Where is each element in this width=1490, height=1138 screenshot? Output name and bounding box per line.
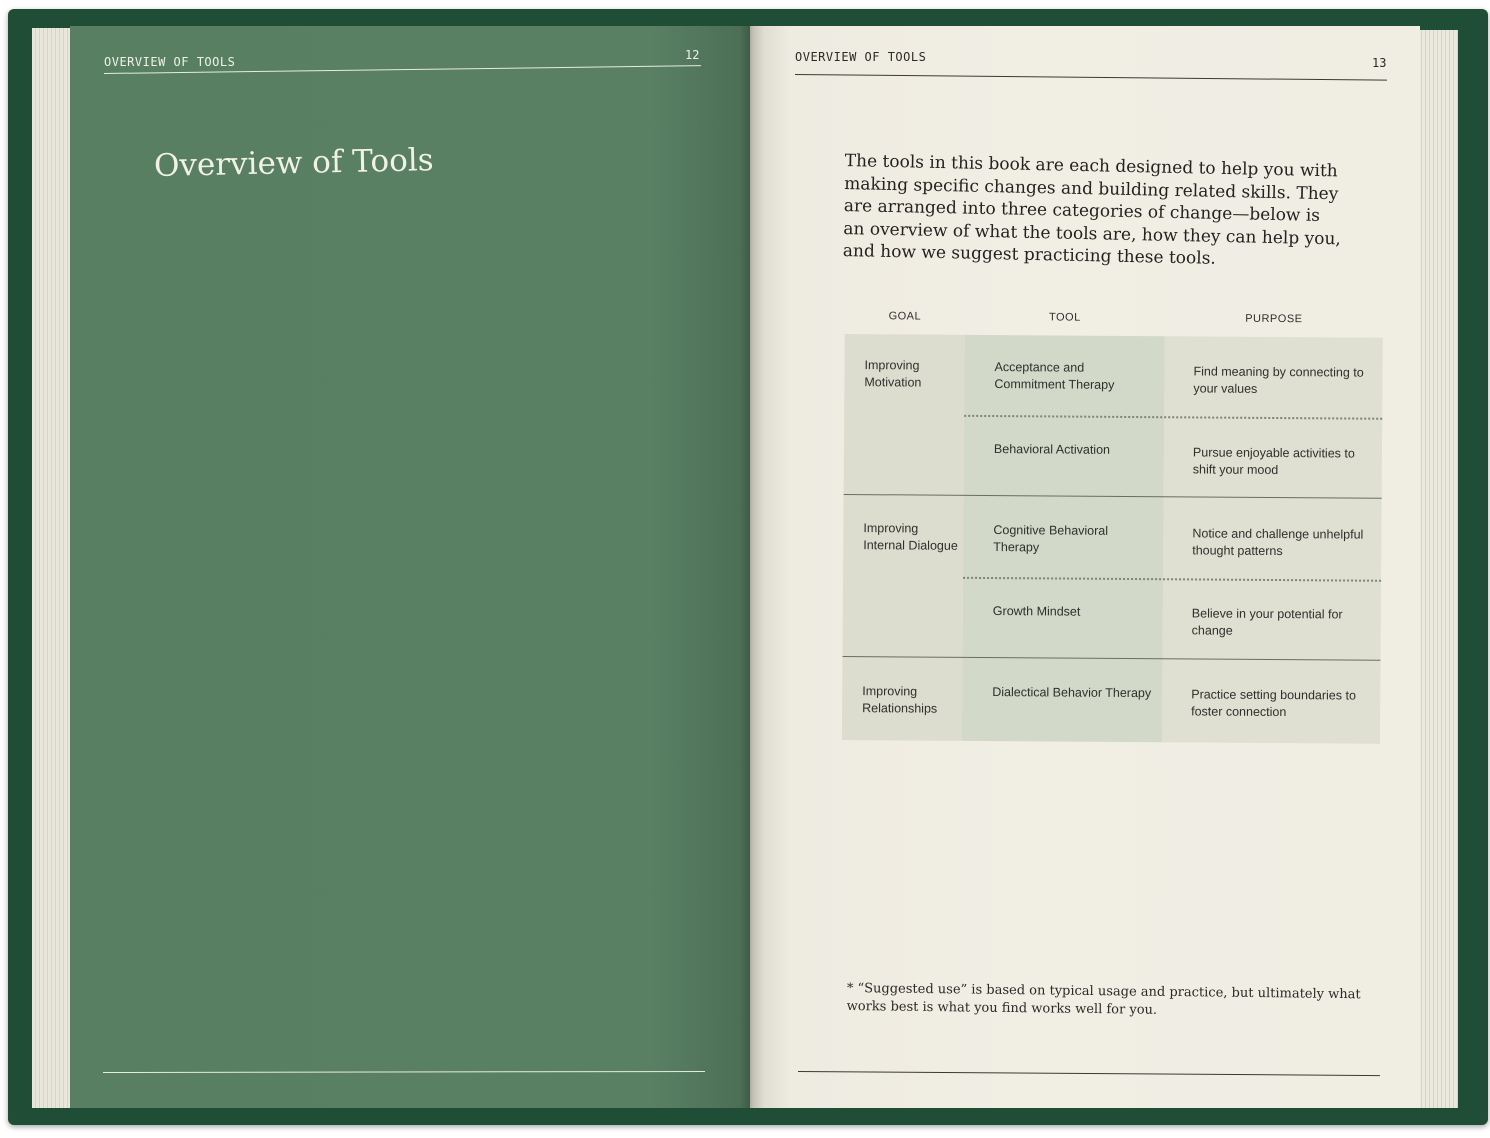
- goal-cell: Improving Internal Dialogue: [863, 521, 958, 553]
- intro-paragraph: The tools in this book are each designed to help you with making specific changes and building related skills. They are arranged into three categories of change—below is an overview of what the tools are, how they can help you, and how we suggest practicing these tools.: [842, 150, 1342, 269]
- left-page-number: 12: [685, 48, 700, 62]
- tools-table: [842, 300, 1390, 754]
- book-gutter: [740, 26, 764, 1108]
- right-running-header: OVERVIEW OF TOOLS: [795, 50, 927, 64]
- purpose-cell: Practice setting boundaries to foster connection: [1191, 687, 1356, 720]
- column-header-tool: TOOL: [1048, 311, 1081, 324]
- left-page-title: Overview of Tools: [153, 142, 434, 184]
- left-page: [70, 26, 752, 1108]
- tool-cell: Behavioral Activation: [993, 442, 1111, 457]
- footnote: * “Suggested use” is based on typical usage and practice, but ultimately what works best is what you find works well for you.: [846, 980, 1361, 1018]
- goal-cell: Improving Motivation: [864, 358, 922, 390]
- right-page-number: 13: [1372, 56, 1387, 70]
- purpose-cell: Find meaning by connecting to your values: [1193, 364, 1364, 396]
- purpose-cell: Notice and challenge unhelpful thought patterns: [1192, 526, 1364, 559]
- left-running-header: OVERVIEW OF TOOLS: [104, 55, 236, 69]
- purpose-cell: Pursue enjoyable activities to shift your mood: [1192, 445, 1355, 478]
- tool-cell: Growth Mindset: [992, 604, 1081, 619]
- tool-cell: Cognitive Behavioral Therapy: [993, 523, 1109, 555]
- tool-cell: Dialectical Behavior Therapy: [992, 685, 1152, 701]
- tool-cell: Acceptance and Commitment Therapy: [994, 360, 1115, 392]
- purpose-cell: Believe in your potential for change: [1191, 606, 1343, 638]
- column-header-goal: GOAL: [888, 310, 922, 323]
- column-header-purpose: PURPOSE: [1245, 312, 1303, 326]
- goal-cell: Improving Relationships: [862, 684, 938, 716]
